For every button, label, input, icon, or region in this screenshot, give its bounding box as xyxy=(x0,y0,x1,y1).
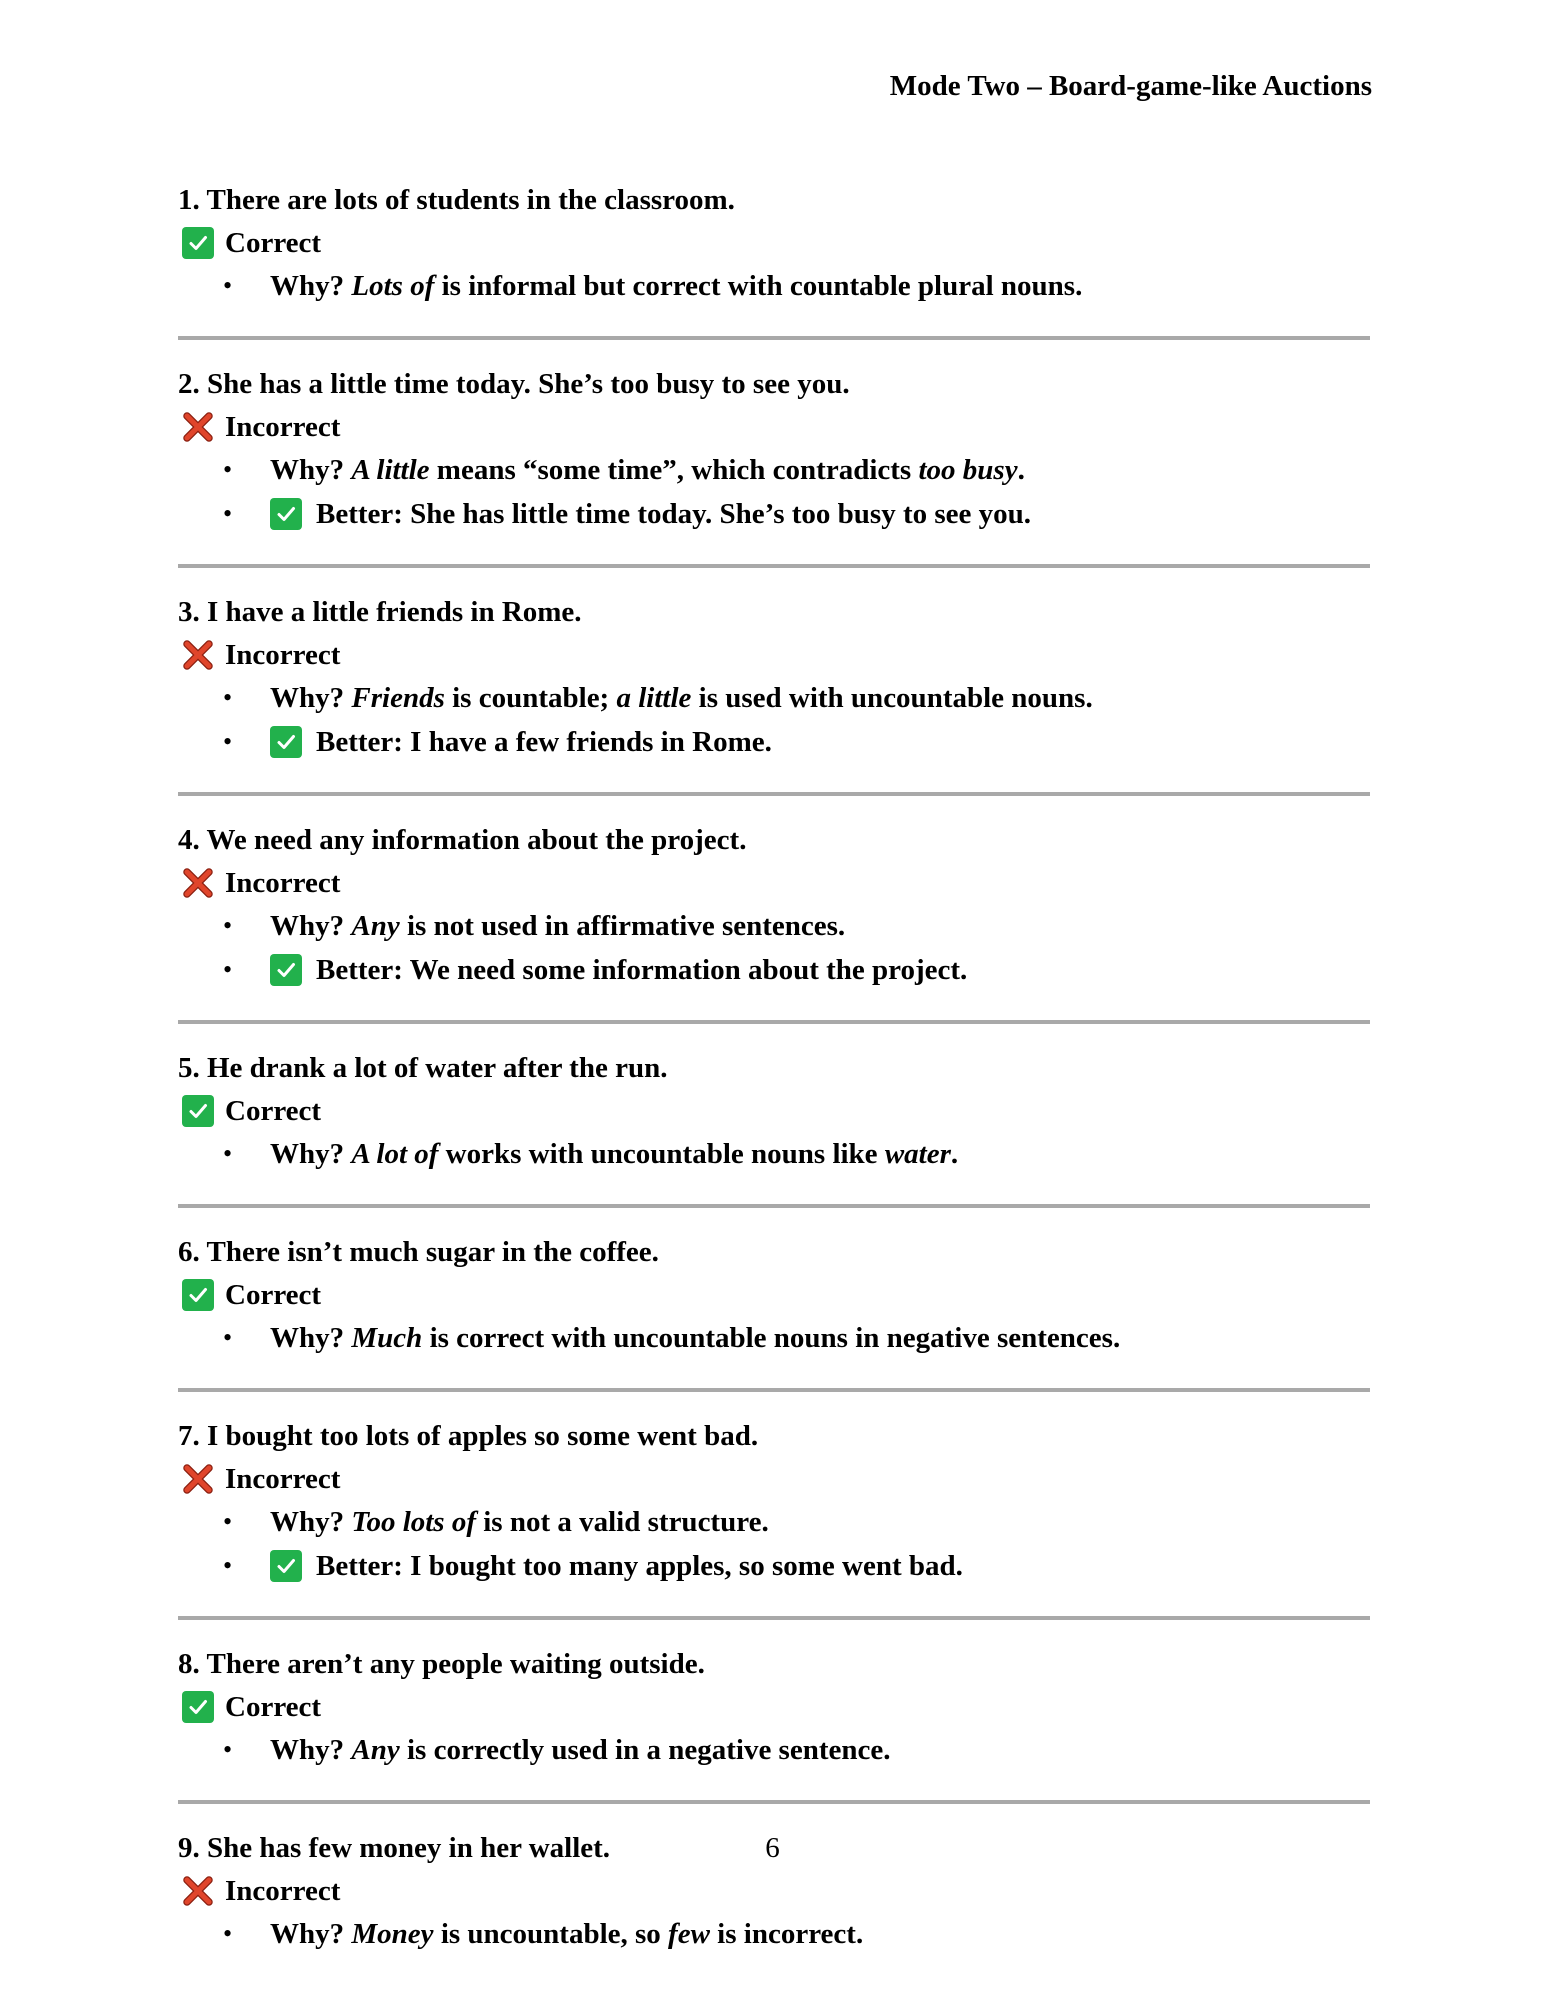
why-explanation xyxy=(178,906,1370,946)
explanation-text: is incorrect. xyxy=(709,1918,864,1950)
emphasized-term: Lots of xyxy=(351,270,435,302)
bullet-marker: • xyxy=(223,1323,233,1352)
explanation-list xyxy=(178,266,1370,306)
explanation-list xyxy=(178,678,1370,762)
why-text xyxy=(270,1502,769,1542)
why-explanation xyxy=(178,1502,1370,1542)
explanation-text: Why? xyxy=(270,1918,352,1950)
question-sentence: 5. He drank a lot of water after the run. xyxy=(178,1052,668,1084)
check-mark-icon xyxy=(182,227,214,259)
better-suggestion xyxy=(178,494,1370,534)
explanation-text: works with uncountable nouns like xyxy=(438,1138,885,1170)
verdict-correct xyxy=(182,1687,1370,1727)
verdict-incorrect xyxy=(182,635,1370,675)
question-sentence: 2. She has a little time today. She’s too busy to see you. xyxy=(178,368,850,400)
page-header-title: Mode Two – Board-game-like Auctions xyxy=(889,70,1372,102)
why-explanation xyxy=(178,1134,1370,1174)
explanation-list xyxy=(178,1134,1370,1174)
explanation-text: is used with uncountable nouns. xyxy=(691,682,1093,714)
emphasized-term: Too lots of xyxy=(351,1506,476,1538)
explanation-text: is informal but correct with countable plural nouns. xyxy=(434,270,1083,302)
explanation-text: is not used in affirmative sentences. xyxy=(399,910,846,942)
question-sentence: 3. I have a little friends in Rome. xyxy=(178,596,582,628)
emphasized-term: too busy xyxy=(918,454,1018,486)
answer-item xyxy=(178,590,1370,796)
emphasized-term: Friends xyxy=(351,682,445,714)
why-text xyxy=(270,1318,1120,1358)
verdict-incorrect xyxy=(182,1459,1370,1499)
explanation-text: Why? xyxy=(270,910,352,942)
explanation-text: is correct with uncountable nouns in negative sentences. xyxy=(422,1322,1121,1354)
explanation-text: Why? xyxy=(270,1322,352,1354)
why-explanation xyxy=(178,1318,1370,1358)
explanation-text: is correctly used in a negative sentence. xyxy=(399,1734,891,1766)
verdict-label: Correct xyxy=(225,1279,322,1311)
better-text: Better: We need some information about the project. xyxy=(316,954,968,986)
answer-item xyxy=(178,178,1370,340)
check-mark-icon xyxy=(270,726,302,758)
explanation-text: . xyxy=(950,1138,959,1170)
bullet-marker: • xyxy=(223,455,233,484)
why-explanation xyxy=(178,1730,1370,1770)
explanation-text: Why? xyxy=(270,454,352,486)
why-text xyxy=(270,450,1025,490)
verdict-correct xyxy=(182,223,1370,263)
check-mark-icon xyxy=(182,1691,214,1723)
explanation-list xyxy=(178,1914,1370,1954)
explanation-text: Why? xyxy=(270,682,352,714)
question-sentence: 4. We need any information about the project. xyxy=(178,824,747,856)
explanation-text: means “some time”, which contradicts xyxy=(429,454,919,486)
why-text xyxy=(270,1134,958,1174)
verdict-label: Correct xyxy=(225,227,322,259)
check-mark-icon xyxy=(270,954,302,986)
better-text: Better: I bought too many apples, so some went bad. xyxy=(316,1550,963,1582)
question-sentence: 6. There isn’t much sugar in the coffee. xyxy=(178,1236,659,1268)
verdict-correct xyxy=(182,1091,1370,1131)
answer-list xyxy=(178,178,1370,1958)
answer-item xyxy=(178,1414,1370,1620)
verdict-correct xyxy=(182,1275,1370,1315)
why-explanation xyxy=(178,1914,1370,1954)
explanation-list xyxy=(178,906,1370,990)
explanation-list xyxy=(178,1502,1370,1586)
bullet-marker: • xyxy=(223,271,233,300)
answer-item xyxy=(178,1046,1370,1208)
explanation-text: is not a valid structure. xyxy=(476,1506,769,1538)
why-text xyxy=(270,906,845,946)
cross-mark-icon xyxy=(182,639,214,671)
why-text xyxy=(270,678,1093,718)
bullet-marker: • xyxy=(223,1919,233,1948)
emphasized-term: water xyxy=(884,1138,951,1170)
explanation-list xyxy=(178,1318,1370,1358)
question-sentence: 8. There aren’t any people waiting outside. xyxy=(178,1648,705,1680)
page-number: 6 xyxy=(765,1832,780,1864)
emphasized-term: a little xyxy=(616,682,692,714)
emphasized-term: few xyxy=(668,1918,710,1950)
check-mark-icon xyxy=(270,498,302,530)
why-explanation xyxy=(178,678,1370,718)
why-text xyxy=(270,266,1082,306)
bullet-marker: • xyxy=(223,1139,233,1168)
answer-item xyxy=(178,362,1370,568)
verdict-label: Correct xyxy=(225,1095,322,1127)
why-explanation xyxy=(178,450,1370,490)
bullet-marker: • xyxy=(223,1551,233,1580)
bullet-marker: • xyxy=(223,727,233,756)
verdict-label: Incorrect xyxy=(225,867,341,899)
better-suggestion xyxy=(178,950,1370,990)
explanation-text: Why? xyxy=(270,270,352,302)
why-text xyxy=(270,1914,863,1954)
better-text: Better: She has little time today. She’s too busy to see you. xyxy=(316,498,1032,530)
explanation-list xyxy=(178,1730,1370,1770)
verdict-label: Correct xyxy=(225,1691,322,1723)
verdict-label: Incorrect xyxy=(225,1875,341,1907)
check-mark-icon xyxy=(270,1550,302,1582)
bullet-marker: • xyxy=(223,911,233,940)
verdict-incorrect xyxy=(182,407,1370,447)
emphasized-term: A little xyxy=(351,454,430,486)
verdict-incorrect xyxy=(182,1871,1370,1911)
question-sentence: 1. There are lots of students in the classroom. xyxy=(178,184,735,216)
verdict-label: Incorrect xyxy=(225,411,341,443)
explanation-text: . xyxy=(1017,454,1025,486)
better-suggestion xyxy=(178,1546,1370,1586)
explanation-text: Why? xyxy=(270,1138,352,1170)
explanation-text: is uncountable, so xyxy=(433,1918,669,1950)
bullet-marker: • xyxy=(223,1735,233,1764)
answer-item xyxy=(178,818,1370,1024)
check-mark-icon xyxy=(182,1095,214,1127)
check-mark-icon xyxy=(182,1279,214,1311)
verdict-incorrect xyxy=(182,863,1370,903)
bullet-marker: • xyxy=(223,955,233,984)
question-sentence: 9. She has few money in her wallet. xyxy=(178,1832,611,1864)
cross-mark-icon xyxy=(182,411,214,443)
cross-mark-icon xyxy=(182,867,214,899)
emphasized-term: Any xyxy=(351,910,400,942)
emphasized-term: Any xyxy=(351,1734,400,1766)
cross-mark-icon xyxy=(182,1463,214,1495)
bullet-marker: • xyxy=(223,683,233,712)
explanation-text: Why? xyxy=(270,1506,352,1538)
verdict-label: Incorrect xyxy=(225,1463,341,1495)
verdict-label: Incorrect xyxy=(225,639,341,671)
answer-item xyxy=(178,1230,1370,1392)
why-text xyxy=(270,1730,891,1770)
emphasized-term: Money xyxy=(351,1918,434,1950)
better-text: Better: I have a few friends in Rome. xyxy=(316,726,772,758)
cross-mark-icon xyxy=(182,1875,214,1907)
explanation-list xyxy=(178,450,1370,534)
bullet-marker: • xyxy=(223,1507,233,1536)
emphasized-term: Much xyxy=(351,1322,423,1354)
better-suggestion xyxy=(178,722,1370,762)
question-sentence: 7. I bought too lots of apples so some went bad. xyxy=(178,1420,759,1452)
explanation-text: Why? xyxy=(270,1734,352,1766)
emphasized-term: A lot of xyxy=(351,1138,439,1170)
bullet-marker: • xyxy=(223,499,233,528)
explanation-text: is countable; xyxy=(444,682,617,714)
why-explanation xyxy=(178,266,1370,306)
answer-item xyxy=(178,1642,1370,1804)
